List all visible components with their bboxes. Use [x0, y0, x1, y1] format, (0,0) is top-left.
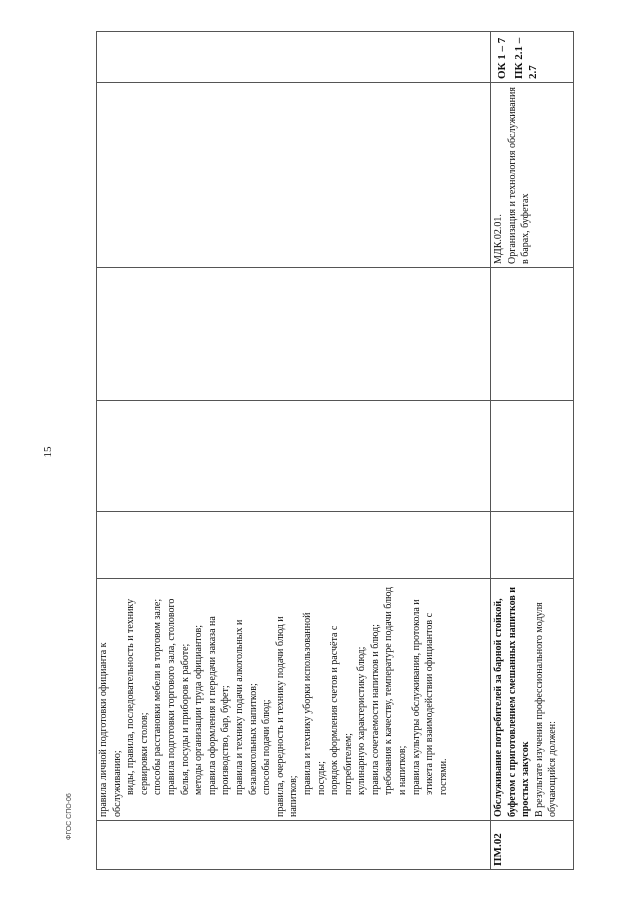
- knowledge-item: правила культуры обслуживания, протокола и этикета при взаимодействии официантов с гостями.: [410, 599, 449, 795]
- cell-empty: [491, 268, 574, 401]
- table-row-knowledge: [97, 32, 491, 870]
- knowledge-item: кулинарную характеристику блюд;: [356, 646, 368, 795]
- mdk-title: Организация и технология обслуживания в барах, буфетах: [506, 87, 532, 264]
- cell-empty: [97, 268, 491, 401]
- knowledge-item: порядок оформления счетов и расчёта с потребителем;: [329, 625, 354, 795]
- knowledge-item: методы организации труда официантов;: [193, 624, 205, 795]
- knowledge-item: правила и технику уборки использованной посуды;: [301, 612, 327, 795]
- ok-codes: ОК 1 – 7: [496, 37, 508, 79]
- knowledge-item: правила, очередность и технику подачи блюд и напитков;: [274, 616, 300, 817]
- module-intro: В результате изучения профессионального модуля обучающийся должен:: [533, 602, 559, 817]
- cell-empty: [97, 512, 491, 579]
- cell-knowledge-list: [97, 579, 491, 821]
- cell-empty: [97, 83, 491, 268]
- mdk-code: МДК.02.01.: [493, 214, 504, 264]
- knowledge-item: правила подготовки торгового зала, столового белья, посуды и приборов к работе;: [165, 598, 191, 795]
- curriculum-table-sheet: [96, 32, 573, 870]
- module-description: [491, 579, 574, 821]
- module-title: Обслуживание потребителей за барной стойкой, буфетом с приготовлением смешанных напитков и простых закусок: [493, 586, 532, 817]
- competence-cell: [491, 32, 574, 83]
- cell-empty: [491, 401, 574, 512]
- curriculum-table: [96, 31, 574, 870]
- table-row-pm02: [491, 32, 574, 870]
- page-number: 15: [42, 446, 54, 458]
- cell-empty: [97, 401, 491, 512]
- cell-code-empty: [97, 821, 491, 870]
- knowledge-item: способы подачи блюд;: [261, 699, 273, 795]
- cell-empty: [97, 32, 491, 83]
- knowledge-item: правила личной подготовки официанта к обслуживанию;: [98, 642, 123, 817]
- knowledge-item: требования к качеству, температуре подачи блюд и напитков;: [383, 586, 409, 795]
- pk-codes: ПК 2.1 – 2.7: [513, 37, 539, 79]
- knowledge-item: виды, правила, последовательность и технику сервировки столов;: [125, 598, 150, 795]
- module-code: ПМ.02: [491, 821, 574, 870]
- mdk-cell: [491, 83, 574, 268]
- footer-label: ФГОС СПО-06: [66, 793, 73, 840]
- cell-empty: [491, 512, 574, 579]
- knowledge-item: правила и технику подачи алкогольных и безалкогольных напитков;: [233, 619, 259, 795]
- knowledge-item: способы расстановки мебели в торговом зале;: [152, 598, 164, 795]
- knowledge-item: правила сочетаемости напитков и блюд;: [369, 624, 381, 795]
- knowledge-item: правила оформления и передачи заказа на производство, бар, буфет;: [206, 616, 232, 795]
